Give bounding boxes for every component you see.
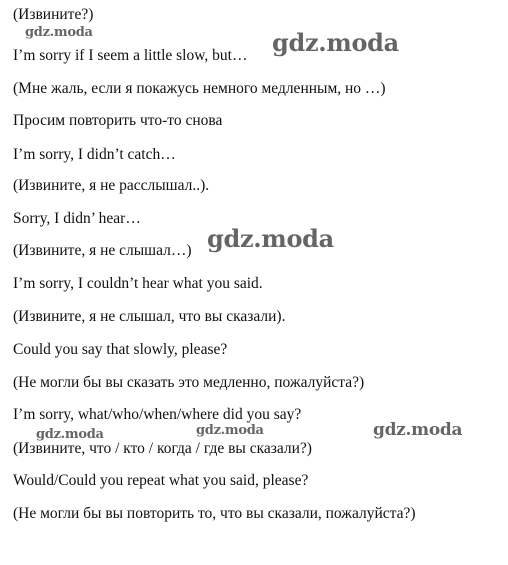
text-line-8: (Извините, я не слышал…) bbox=[13, 242, 192, 259]
text-line-9: I’m sorry, I couldn’t hear what you said. bbox=[13, 275, 263, 292]
text-line-2: I’m sorry if I seem a little slow, but… bbox=[13, 47, 248, 64]
text-line-11: Could you say that slowly, please? bbox=[13, 341, 228, 358]
text-line-15: Would/Could you repeat what you said, please? bbox=[13, 472, 309, 489]
text-line-3: (Мне жаль, если я покажусь немного медленным, но …) bbox=[13, 80, 386, 97]
text-line-16: (Не могли бы вы повторить то, что вы сказали, пожалуйста?) bbox=[13, 505, 416, 522]
text-line-10: (Извините, я не слышал, что вы сказали). bbox=[13, 308, 286, 325]
text-line-7: Sorry, I didn’ hear… bbox=[13, 210, 141, 227]
text-line-12: (Не могли бы вы сказать это медленно, пожалуйста?) bbox=[13, 374, 365, 391]
watermark-6: gdz.moda bbox=[373, 420, 463, 440]
watermark-1: gdz.moda bbox=[25, 25, 93, 40]
watermark-2: gdz.moda bbox=[272, 28, 399, 57]
text-line-5: I’m sorry, I didn’t catch… bbox=[13, 146, 176, 163]
watermark-3: gdz.moda bbox=[207, 224, 334, 253]
watermark-5: gdz.moda bbox=[196, 423, 264, 438]
text-line-14: (Извините, что / кто / когда / где вы сказали?) bbox=[13, 440, 312, 457]
text-line-1: (Извините?) bbox=[13, 6, 94, 23]
text-line-13: I’m sorry, what/who/when/where did you say? bbox=[13, 406, 302, 423]
watermark-4: gdz.moda bbox=[36, 427, 104, 442]
text-line-6: (Извините, я не расслышал..). bbox=[13, 177, 210, 194]
text-line-4: Просим повторить что-то снова bbox=[13, 112, 223, 129]
